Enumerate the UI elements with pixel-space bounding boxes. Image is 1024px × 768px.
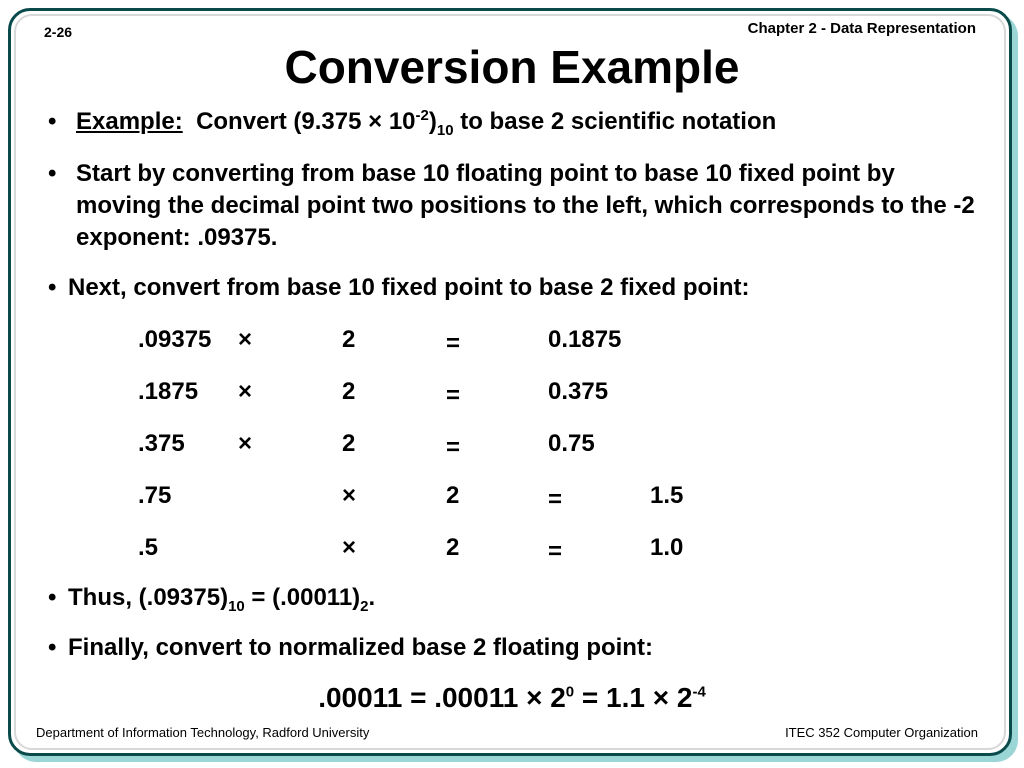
thus-period: . <box>368 584 376 611</box>
calc-eq: = <box>446 434 461 461</box>
final-exp-1: 0 <box>565 683 575 701</box>
footer-course: ITEC 352 Computer Organization <box>785 725 978 740</box>
calc-eq: = <box>446 382 461 409</box>
calc-a: .5 <box>138 534 159 561</box>
example-paren: ) <box>428 108 437 135</box>
bullet-text <box>76 106 976 138</box>
calc-a: .1875 <box>138 378 199 405</box>
calc-op: × <box>342 482 357 509</box>
slide-title: Conversion Example <box>284 41 740 93</box>
footer-department: Department of Information Technology, Radford University <box>36 725 370 740</box>
calc-b: 2 <box>342 326 356 353</box>
thus-base-10: 10 <box>228 597 245 615</box>
calc-b: 2 <box>342 378 356 405</box>
final-equation <box>0 682 1024 714</box>
thus-base-2: 2 <box>360 597 369 615</box>
final-exp-2: -4 <box>692 683 706 701</box>
calc-eq: = <box>446 330 461 357</box>
chapter-title: Chapter 2 - Data Representation <box>747 20 976 37</box>
final-right: = 1.1 × 2 <box>574 682 693 713</box>
calc-b: 2 <box>446 482 460 509</box>
example-base: 10 <box>436 121 454 139</box>
bullet-dot: • <box>48 634 57 661</box>
bullet-text: Start by converting from base 10 floating point to base 10 fixed point by moving the decimal point two positions to the left, which corresponds to the -2 exponent: .09375. <box>76 160 975 251</box>
bullet-dot: • <box>48 160 57 187</box>
bullet-dot: • <box>48 274 57 301</box>
final-left: .00011 = .00011 × 2 <box>318 682 566 713</box>
calc-result: 1.5 <box>650 482 684 509</box>
thus-equals: = (.00011) <box>244 584 361 611</box>
calc-op: × <box>238 326 253 353</box>
calc-result: 0.1875 <box>548 326 622 353</box>
calc-a: .375 <box>138 430 185 457</box>
thus-text: Thus, (.09375) <box>68 584 229 611</box>
calc-a: .09375 <box>138 326 212 353</box>
example-exponent: -2 <box>415 107 429 124</box>
example-label: Example: <box>76 108 183 135</box>
bullet-text: Finally, convert to normalized base 2 floating point: <box>68 634 653 661</box>
calc-op: × <box>342 534 357 561</box>
calc-result: 1.0 <box>650 534 684 561</box>
bullet-text <box>68 582 968 614</box>
slide-number: 2-26 <box>44 24 73 40</box>
bullet-dot: • <box>48 108 57 135</box>
example-text: Convert (9.375 × 10 <box>196 108 416 135</box>
calc-op: × <box>238 378 253 405</box>
calc-eq: = <box>548 538 563 565</box>
calc-op: × <box>238 430 253 457</box>
calc-eq: = <box>548 486 563 513</box>
calc-a: .75 <box>138 482 172 509</box>
calc-result: 0.375 <box>548 378 609 405</box>
bullet-text: Next, convert from base 10 fixed point to base 2 fixed point: <box>68 274 750 301</box>
calc-result: 0.75 <box>548 430 595 457</box>
example-target: to base 2 scientific notation <box>453 108 777 135</box>
calc-b: 2 <box>342 430 356 457</box>
bullet-dot: • <box>48 584 57 611</box>
calc-b: 2 <box>446 534 460 561</box>
